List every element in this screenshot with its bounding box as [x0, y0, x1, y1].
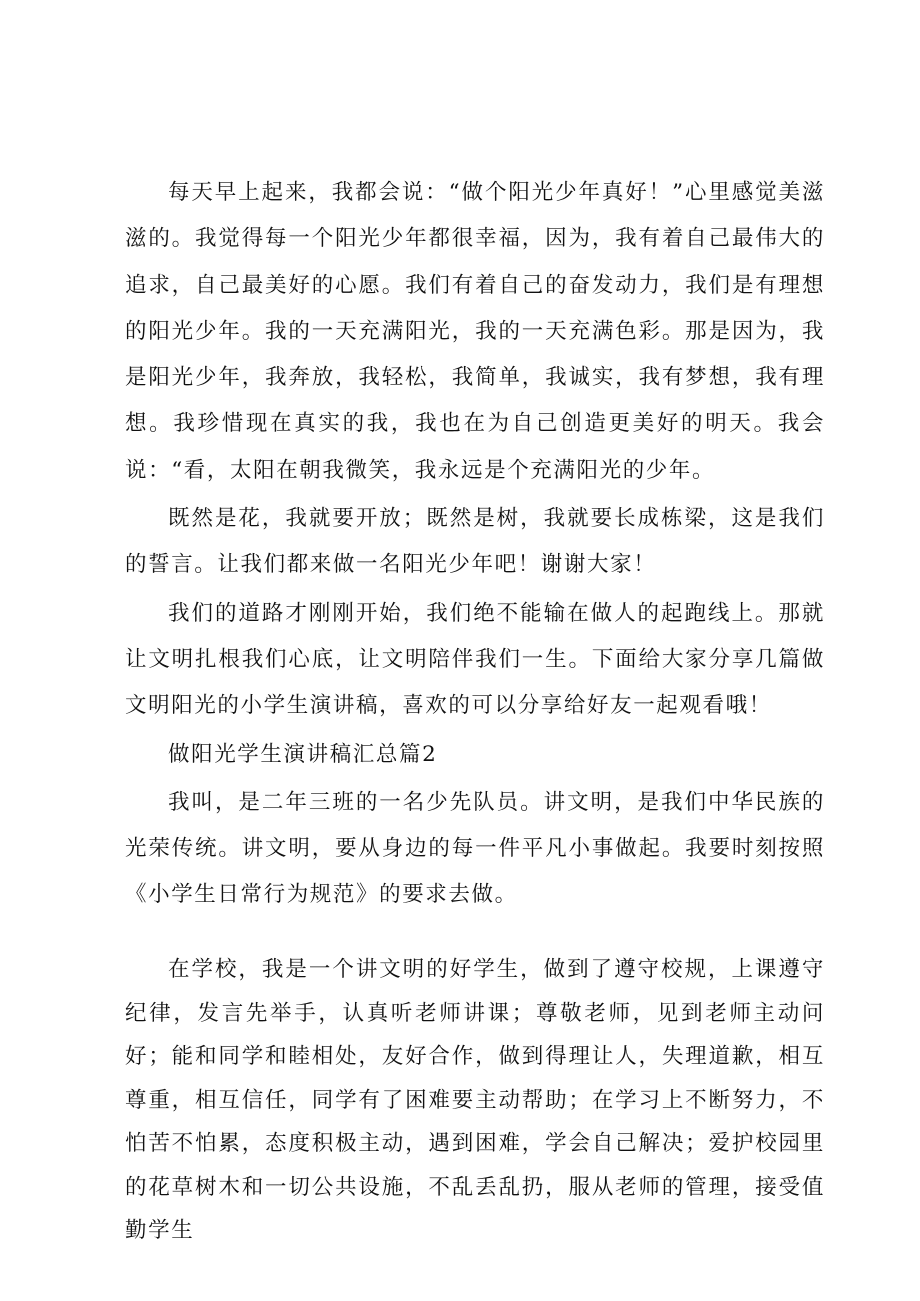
- paragraph-at-school: 在学校，我是一个讲文明的好学生，做到了遵守校规，上课遵守纪律，发言先举手，认真听老师讲课；尊敬老师，见到老师主动问好；能和同学和睦相处，友好合作，做到得理让人，失理道歉，相互尊重，相互信任，同学有了困难要主动帮助；在学习上不断努力，不怕苦不怕累，态度积极主动，遇到困难，学会自己解决；爱护校园里的花草树木和一切公共设施，不乱丢乱扔，服从老师的管理，接受值勤学生: [125, 957, 825, 1243]
- section-heading: 做阳光学生演讲稿汇总篇2: [168, 741, 438, 767]
- speech-text-lower: [125, 948, 825, 1253]
- paragraph-sunshine-boy: 每天早上起来，我都会说：“做个阳光少年真好！”心里感觉美滋滋的。我觉得每一个阳光少年都很幸福，因为，我有着自己最伟大的追求，自己最美好的心愿。我们有着自己的奋发动力，我们是有理想的阳光少年。我的一天充满阳光，我的一天充满色彩。那是因为，我是阳光少年，我奔放，我轻松，我简单，我诚实，我有梦想，我有理想。我珍惜现在真实的我，我也在为自己创造更美好的明天。我会说：“看，太阳在朝我微笑，我永远是个充满阳光的少年。: [125, 180, 825, 483]
- speech-text-upper: [125, 170, 825, 919]
- paragraph-self-intro: 我叫，是二年三班的一名少先队员。讲文明，是我们中华民族的光荣传统。讲文明，要从身边的每一件平凡小事做起。我要时刻按照《小学生日常行为规范》的要求去做。: [125, 789, 825, 908]
- paragraph-intro: 我们的道路才刚刚开始，我们绝不能输在做人的起跑线上。那就让文明扎根我们心底，让文明陪伴我们一生。下面给大家分享几篇做文明阳光的小学生演讲稿，喜欢的可以分享给好友一起观看哦！: [125, 600, 825, 719]
- paragraph-oath: 既然是花，我就要开放；既然是树，我就要长成栋梁，这是我们的誓言。让我们都来做一名阳光少年吧！谢谢大家！: [125, 506, 825, 578]
